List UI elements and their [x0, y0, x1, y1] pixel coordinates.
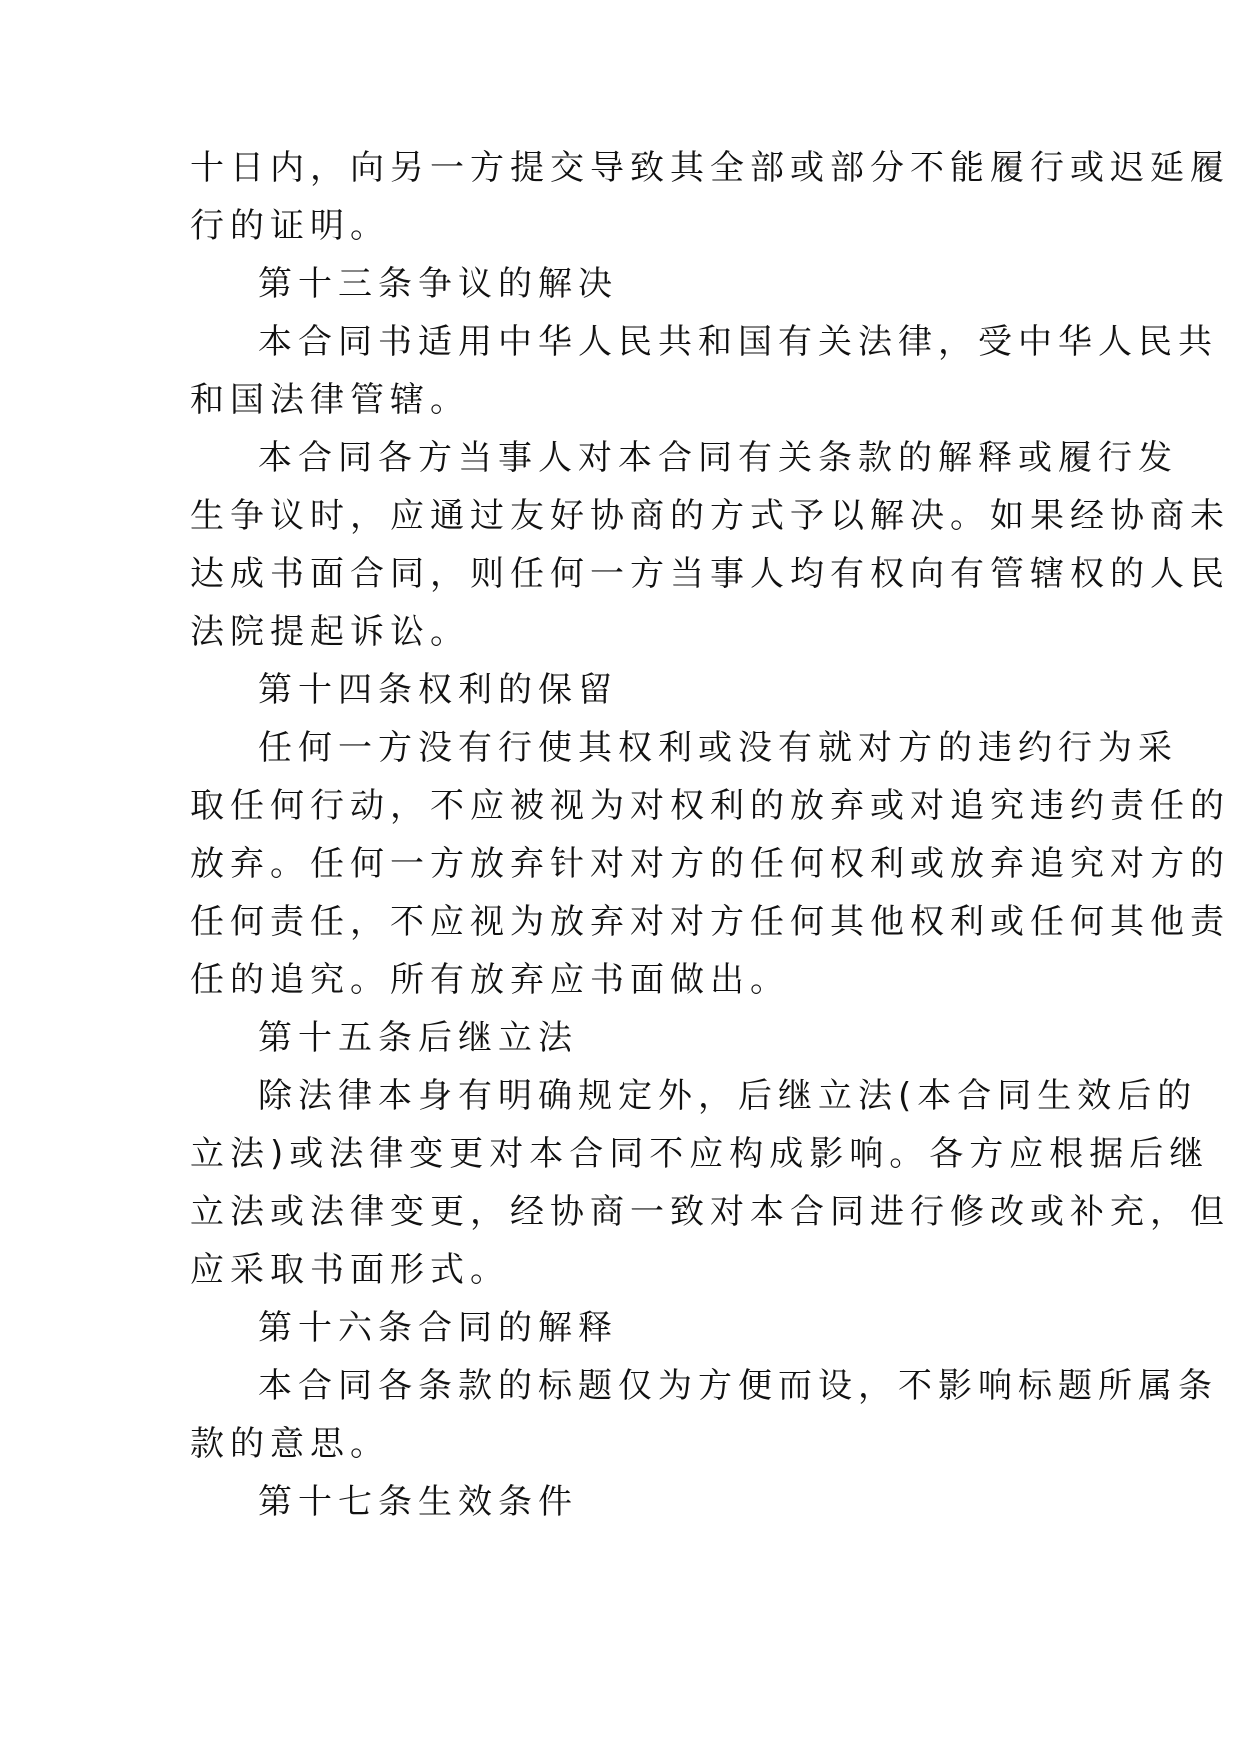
section-heading-13: 第十三条争议的解决 [258, 264, 618, 304]
text-line: 任何一方没有行使其权利或没有就对方的违约行为采 [258, 728, 1178, 768]
text-line: 款的意思。 [190, 1424, 390, 1464]
section-heading-15: 第十五条后继立法 [258, 1018, 578, 1058]
section-heading-16: 第十六条合同的解释 [258, 1308, 618, 1348]
text-line: 生争议时，应通过友好协商的方式予以解决。如果经协商未 [190, 496, 1230, 536]
text-line: 行的证明。 [190, 206, 390, 246]
text-line: 达成书面合同，则任何一方当事人均有权向有管辖权的人民 [190, 554, 1230, 594]
text-line: 取任何行动，不应被视为对权利的放弃或对追究违约责任的 [190, 786, 1230, 826]
text-line: 本合同书适用中华人民共和国有关法律，受中华人民共 [258, 322, 1218, 362]
text-line: 放弃。任何一方放弃针对对方的任何权利或放弃追究对方的 [190, 844, 1230, 884]
text-line: 任何责任，不应视为放弃对对方任何其他权利或任何其他责 [190, 902, 1230, 942]
section-heading-14: 第十四条权利的保留 [258, 670, 618, 710]
text-line: 立法)或法律变更对本合同不应构成影响。各方应根据后继 [190, 1134, 1210, 1174]
text-line: 本合同各方当事人对本合同有关条款的解释或履行发 [258, 438, 1178, 478]
text-line: 和国法律管辖。 [190, 380, 470, 420]
text-line: 立法或法律变更，经协商一致对本合同进行修改或补充，但 [190, 1192, 1230, 1232]
text-line: 应采取书面形式。 [190, 1250, 510, 1290]
text-line: 十日内，向另一方提交导致其全部或部分不能履行或迟延履 [190, 148, 1230, 188]
text-line: 任的追究。所有放弃应书面做出。 [190, 960, 790, 1000]
text-line: 本合同各条款的标题仅为方便而设，不影响标题所属条 [258, 1366, 1218, 1406]
text-line: 法院提起诉讼。 [190, 612, 470, 652]
text-line: 除法律本身有明确规定外，后继立法(本合同生效后的 [258, 1076, 1198, 1116]
section-heading-17: 第十七条生效条件 [258, 1482, 578, 1522]
